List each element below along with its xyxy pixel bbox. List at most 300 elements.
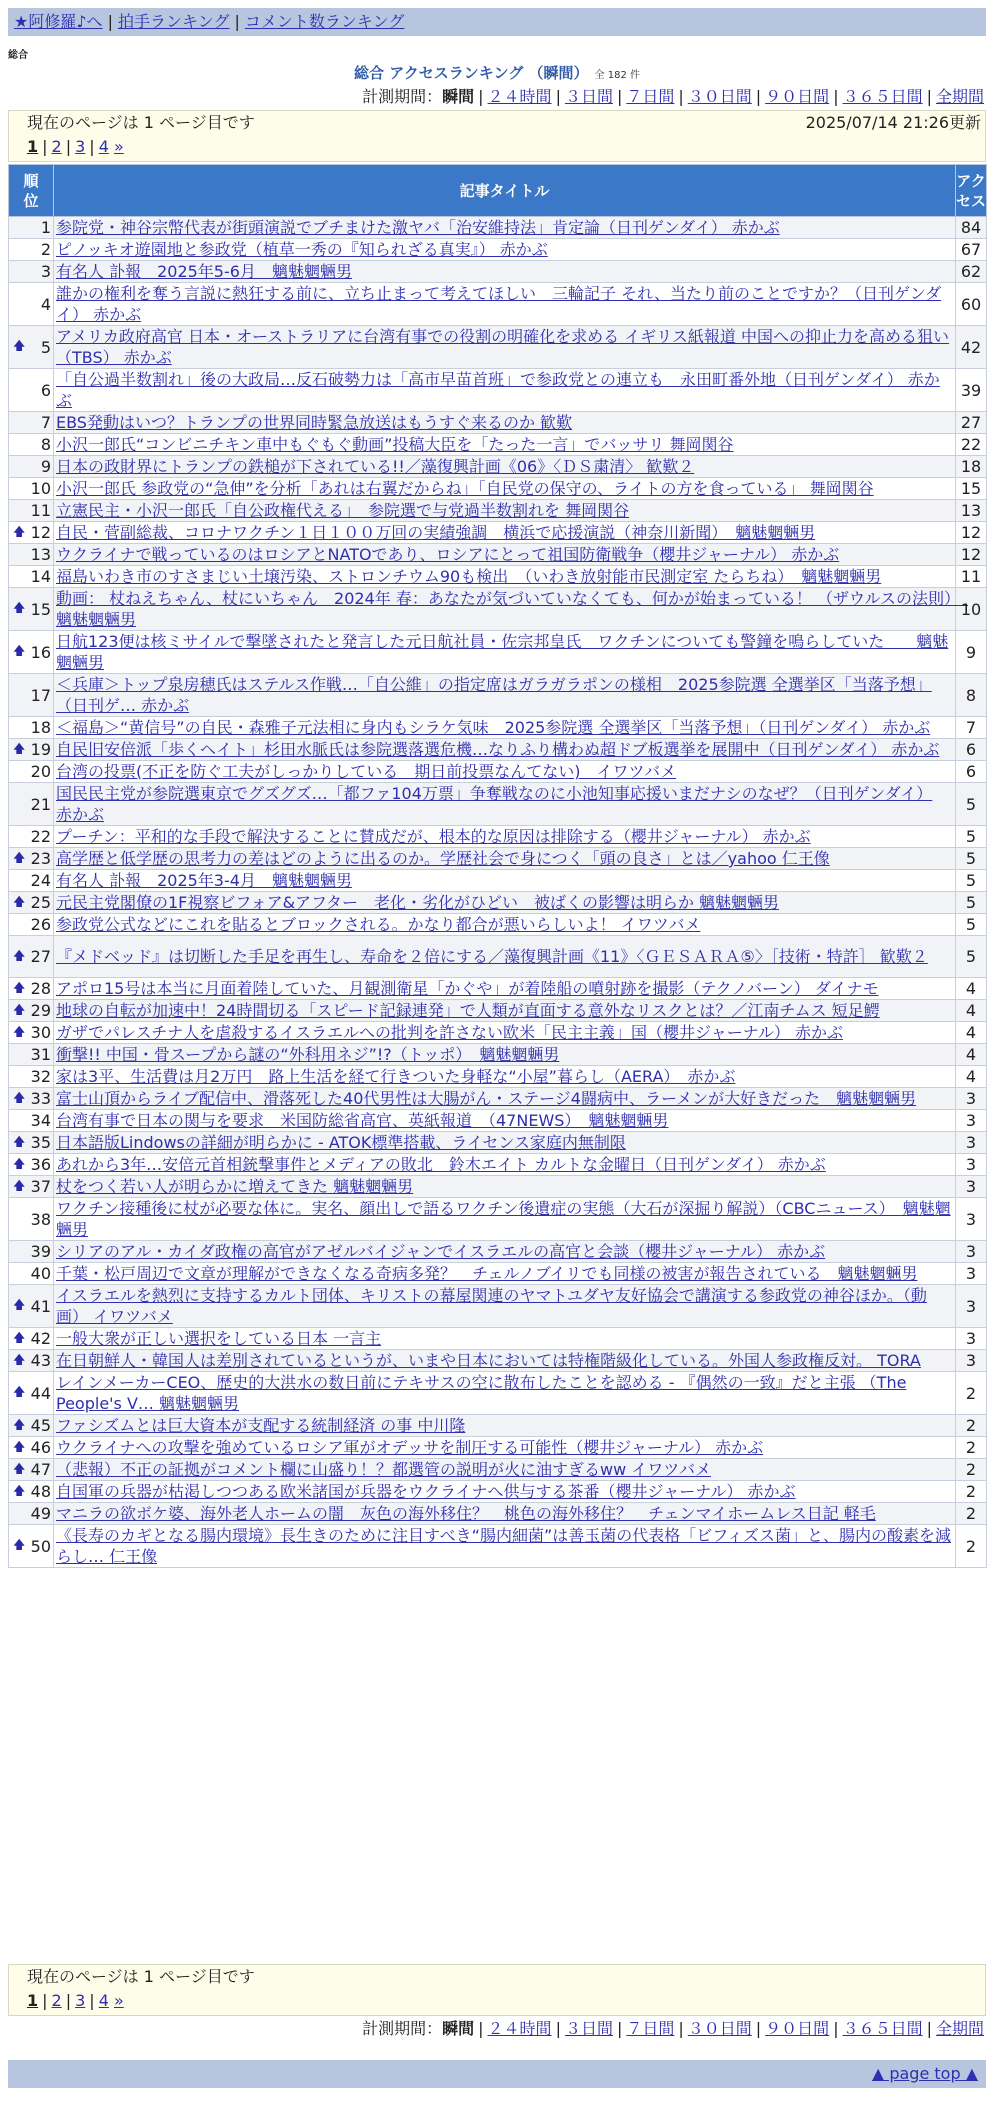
table-row (9, 283, 987, 326)
next-page-link[interactable]: » (113, 137, 124, 156)
ranking-title: 総合 アクセスランキング （瞬間） (354, 64, 589, 82)
period-separator: | (616, 87, 623, 106)
rank-number: 27 (30, 947, 51, 966)
rank-number: 46 (30, 1438, 51, 1457)
table-row (9, 261, 987, 283)
table-row (9, 1285, 987, 1328)
access-header: アクセス (956, 165, 987, 217)
table-row (9, 1328, 987, 1350)
rank-cell (9, 1350, 54, 1372)
access-count: 2 (956, 1437, 987, 1459)
title-cell (54, 1154, 956, 1176)
page-link-4[interactable]: 4 (98, 137, 109, 156)
title-cell (54, 456, 956, 478)
article-link[interactable]: （悲報）不正の証拠がコメント欄に山盛り！？都選管の説明が火に油すぎるww イワツバメ (56, 1460, 711, 1479)
access-count: 67 (956, 239, 987, 261)
table-row (9, 1088, 987, 1110)
period-label-bottom: 計測期間： (362, 2019, 443, 2038)
title-cell (54, 1022, 956, 1044)
article-link[interactable]: 日航123便は核ミサイルで撃墜されたと発言した元日航社員・佐宗邦皇氏 ワクチンについても警鐘を鳴らしていた 魑魅魍魎男 (56, 632, 949, 672)
top-navigation-bar (8, 8, 986, 36)
title-cell (54, 870, 956, 892)
period-link-7[interactable]: 全期間 (935, 87, 984, 106)
rank-cell (9, 1503, 54, 1525)
rank-cell (9, 1066, 54, 1088)
article-link[interactable]: イスラエルを熱烈に支持するカルト団体、キリストの幕屋関連のヤマトユダヤ友好協会で講演する参政党の神谷ほか。（動画） イワツバメ (56, 1286, 927, 1326)
ranking-table (8, 164, 987, 1568)
rank-cell (9, 892, 54, 914)
access-count: 3 (956, 1263, 987, 1285)
article-link[interactable]: アポロ15号は本当に月面着陸していた、月観測衛星「かぐや」が着陸船の噴射跡を撮影（テクノバーン） ダイナモ (56, 979, 879, 998)
access-count: 2 (956, 1415, 987, 1437)
rank-cell (9, 283, 54, 326)
table-row (9, 761, 987, 783)
table-row (9, 456, 987, 478)
up-arrow-icon: 🡅 (13, 894, 26, 908)
article-link[interactable]: 家は3平、生活費は月2万円 路上生活を経て行きついた身軽な“小屋”暮らし（AERA） 赤かぶ (56, 1067, 736, 1086)
article-link[interactable]: 衝撃!! 中国・骨スープから謎の“外科用ネジ”!?（トッポ） 魑魅魍魎男 (56, 1045, 560, 1064)
table-row (9, 326, 987, 369)
title-cell (54, 1503, 956, 1525)
access-count: 8 (956, 674, 987, 717)
title-cell (54, 717, 956, 739)
article-link[interactable]: 参政党公式などにこれを貼るとブロックされる。かなり都合が悪いらしいよ！ イワツバメ (56, 915, 701, 934)
rank-number: 50 (30, 1536, 51, 1556)
rank-cell (9, 412, 54, 434)
up-arrow-icon: 🡅 (13, 338, 26, 353)
article-link[interactable]: 高学歴と低学歴の思考力の差はどのように出るのか。学歴社会で身につく「頭の良さ」とは／yahoo 仁王像 (56, 849, 830, 868)
rank-cell (9, 1459, 54, 1481)
title-cell (54, 1415, 956, 1437)
article-link[interactable]: ピノッキオ遊園地と参政党（植草一秀の『知られざる真実』） 赤かぶ (56, 240, 548, 259)
table-row (9, 1066, 987, 1088)
article-link[interactable]: 台湾有事で日本の関与を要求 米国防総省高官、英紙報道 （47NEWS） 魑魅魍魎男 (56, 1111, 669, 1130)
ranking-table-container (8, 164, 986, 1568)
table-row (9, 936, 987, 978)
title-cell (54, 1481, 956, 1503)
current-page-text-bottom: 現在のページは 1 ページ目です (27, 1967, 255, 1986)
article-link[interactable]: ＜福島＞“黄信号”の自民・森雅子元法相に身内もシラケ気味 2025参院選 全選挙区「当落予想」（日刊ゲンダイ） 赤かぶ (56, 718, 931, 737)
up-arrow-icon: 🡅 (13, 980, 26, 994)
period-separator: | (833, 2019, 839, 2038)
article-link[interactable]: 日本の政財界にトランプの鉄槌が下されている!!／藻復興計画《06》〈ＤＳ粛清〉 歓歎２ (56, 457, 695, 476)
period-link-1[interactable]: ２４時間 (487, 87, 552, 106)
table-row (9, 717, 987, 739)
period-link-1[interactable]: ２４時間 (487, 2019, 552, 2038)
table-row (9, 1044, 987, 1066)
period-link-5[interactable]: ９０日間 (765, 2019, 830, 2038)
period-link-2[interactable]: ３日間 (564, 87, 613, 106)
article-link[interactable]: 有名人 訃報 2025年5-6月 魑魅魍魎男 (56, 262, 352, 281)
rank-cell (9, 588, 54, 631)
title-cell (54, 826, 956, 848)
rank-number: 17 (30, 685, 51, 705)
table-row (9, 217, 987, 239)
title-cell (54, 848, 956, 870)
article-link[interactable]: 立憲民主・小沢一郎氏「自公政権代える」 参院選で与党過半数割れを 舞岡関谷 (56, 501, 630, 520)
up-arrow-icon: 🡅 (13, 850, 26, 864)
comment-ranking-link[interactable]: コメント数ランキング (244, 12, 405, 31)
rank-number: 6 (40, 380, 51, 400)
article-link[interactable]: 「自公過半数割れ」後の大政局…反石破勢力は「高市早苗首班」で参政党との連立も 永田町番外地（日刊ゲンダイ） 赤かぶ (56, 370, 940, 410)
article-link[interactable]: 一般大衆が正しい選択をしている日本 一言主 (56, 1329, 382, 1348)
access-count: 39 (956, 369, 987, 412)
rank-cell (9, 631, 54, 674)
article-link[interactable]: 動画： 杖ねえちゃん、杖にいちゃん 2024年 春：あなたが気づいていなくても、何かが始まっている！ （ザウルスの法則） 魑魅魍魎男 (56, 589, 968, 629)
title-cell (54, 1066, 956, 1088)
up-arrow-icon: 🡅 (13, 524, 26, 538)
table-row (9, 1263, 987, 1285)
article-link[interactable]: ワクチン接種後に杖が必要な体に。実名、顔出しで語るワクチン後遺症の実態（大石が深掘り解説）（CBCニュース） 魑魅魍魎男 (56, 1199, 951, 1239)
access-count: 10 (956, 588, 987, 631)
rank-cell (9, 826, 54, 848)
table-row (9, 1000, 987, 1022)
article-link[interactable]: ウクライナへの攻撃を強めているロシア軍がオデッサを制圧する可能性（櫻井ジャーナル） 赤かぶ (56, 1438, 764, 1457)
clap-ranking-link[interactable]: 拍手ランキング (117, 12, 230, 31)
total-count: 全 182 件 (594, 70, 640, 81)
access-count: 5 (956, 826, 987, 848)
access-count: 3 (956, 1198, 987, 1241)
title-cell (54, 1285, 956, 1328)
rank-cell (9, 1022, 54, 1044)
table-row (9, 239, 987, 261)
period-link-2[interactable]: ３日間 (564, 2019, 613, 2038)
access-count: 3 (956, 1088, 987, 1110)
article-link[interactable]: アメリカ政府高官 日本・オーストラリアに台湾有事での役割の明確化を求める イギリス紙報道 中国への抑止力を高める狙い（TBS） 赤かぶ (56, 327, 950, 367)
period-separator: | (926, 2019, 932, 2038)
period-selector-bottom (8, 2018, 986, 2040)
title-cell (54, 978, 956, 1000)
access-count: 5 (956, 914, 987, 936)
title-cell (54, 914, 956, 936)
nav-separator: | (107, 12, 113, 31)
rank-cell (9, 1328, 54, 1350)
table-row (9, 783, 987, 826)
period-link-7[interactable]: 全期間 (935, 2019, 984, 2038)
article-link[interactable]: 杖をつく若い人が明らかに増えてきた 魑魅魍魎男 (56, 1177, 414, 1196)
article-link[interactable]: ウクライナで戦っているのはロシアとNATOであり、ロシアにとって祖国防衛戦争（櫻井ジャーナル） 赤かぶ (56, 545, 840, 564)
access-count: 2 (956, 1372, 987, 1415)
title-cell (54, 588, 968, 631)
rank-cell (9, 1241, 54, 1263)
rank-number: 37 (30, 1177, 51, 1196)
title-cell (54, 783, 956, 826)
rank-cell (9, 1044, 54, 1066)
table-row (9, 631, 987, 674)
title-cell (54, 1132, 956, 1154)
article-link[interactable]: 《長寿のカギとなる腸内環境》長生きのために注目すべき“腸内細菌”は善玉菌の代表格「ビフィズス菌」と、腸内の酸素を減らし… 仁王像 (56, 1526, 951, 1566)
access-count: 5 (956, 848, 987, 870)
rank-number: 48 (30, 1482, 51, 1501)
article-link[interactable]: 地球の自転が加速中！24時間切る「スピード記録連発」で人類が直面する意外なリスクとは？／江南チムス 短足鰐 (56, 1001, 880, 1020)
article-link[interactable]: EBS発動はいつ？トランプの世界同時緊急放送はもうすぐ来るのか 歓歎 (56, 413, 573, 432)
period-separator: | (833, 87, 839, 106)
access-count: 84 (956, 217, 987, 239)
access-count: 3 (956, 1285, 987, 1328)
article-link[interactable]: 『メドベッド』は切断した手足を再生し、寿命を２倍にする／藻復興計画《11》〈ＧＥＳＡＲＡ⑤〉［技術・特許］ 歓歎２ (56, 947, 928, 966)
table-row (9, 1022, 987, 1044)
access-count: 6 (956, 761, 987, 783)
table-row (9, 892, 987, 914)
rank-number: 26 (30, 915, 51, 934)
up-arrow-icon: 🡅 (13, 1090, 26, 1104)
title-cell (54, 369, 956, 412)
rank-cell (9, 1154, 54, 1176)
up-arrow-icon: 🡅 (13, 1439, 26, 1453)
page-link-3[interactable]: 3 (75, 137, 86, 156)
title-cell (54, 1044, 956, 1066)
article-link[interactable]: 小沢一郎氏“コンビニチキン車中もぐもぐ動画”投稿大臣を「たった一言」でバッサリ 舞岡関谷 (56, 435, 734, 454)
table-row (9, 826, 987, 848)
page-separator: | (42, 1991, 48, 2010)
period-link-6[interactable]: ３６５日間 (842, 87, 923, 106)
rank-cell (9, 522, 54, 544)
rank-number: 20 (30, 762, 51, 781)
article-link[interactable]: 国民民主党が参院選東京でグズグズ…「都ファ104万票」争奪戦なのに小池知事応援いまだナシのなぜ？（日刊ゲンダイ） 赤かぶ (56, 784, 933, 824)
period-link-6[interactable]: ３６５日間 (842, 2019, 923, 2038)
access-count: 6 (956, 739, 987, 761)
rank-cell (9, 739, 54, 761)
rank-number: 41 (30, 1296, 51, 1316)
page-separator: | (89, 1991, 95, 2010)
table-row (9, 1459, 987, 1481)
access-count: 9 (956, 631, 987, 674)
rank-number: 19 (30, 740, 51, 759)
page-link-2[interactable]: 2 (51, 137, 62, 156)
title-cell (54, 1000, 956, 1022)
pager-bottom (27, 1989, 981, 2013)
page-separator: | (65, 1991, 72, 2010)
rank-cell (9, 1000, 54, 1022)
access-count: 7 (956, 717, 987, 739)
access-count: 12 (956, 522, 987, 544)
article-link[interactable]: 自民旧安倍派「歩くヘイト」杉田水脈氏は参院選落選危機…なりふり構わぬ超ドブ板選挙を展開中（日刊ゲンダイ） 赤かぶ (56, 740, 940, 759)
table-row (9, 412, 987, 434)
rank-cell (9, 1176, 54, 1198)
rank-cell (9, 1372, 54, 1415)
rank-cell (9, 478, 54, 500)
ranking-heading (8, 62, 986, 83)
article-link[interactable]: 自民・菅副総裁、コロナワクチン１日１００万回の実績強調 横浜で応援演説（神奈川新聞） 魑魅魍魎男 (56, 523, 816, 542)
table-row (9, 478, 987, 500)
rank-number: 22 (30, 827, 51, 846)
article-link[interactable]: 富士山頂からライブ配信中、滑落死した40代男性は大腸がん・ステージ4闘病中、ラーメンが大好きだった 魑魅魍魎男 (56, 1089, 917, 1108)
rank-number: 35 (30, 1133, 51, 1152)
table-row (9, 848, 987, 870)
rank-cell (9, 1415, 54, 1437)
article-link[interactable]: 千葉・松戸周辺で文章が理解ができなくなる奇病多発？ チェルノブイリでも同様の被害が報告されている 魑魅魍魎男 (56, 1264, 918, 1283)
rank-cell (9, 1263, 54, 1285)
access-count: 4 (956, 1000, 987, 1022)
rank-number: 4 (40, 294, 51, 314)
article-link[interactable]: 有名人 訃報 2025年3-4月 魑魅魍魎男 (56, 871, 352, 890)
rank-number: 21 (30, 794, 51, 814)
page-link-3[interactable]: 3 (75, 1991, 86, 2010)
rank-number: 36 (30, 1155, 51, 1174)
title-cell (54, 326, 956, 369)
up-arrow-icon: 🡅 (13, 1537, 26, 1552)
article-link[interactable]: レインメーカーCEO、歴史的大洪水の数日前にテキサスの空に散布したことを認める - 『偶然の一致』だと主張 （The People's V… 魑魅魍魎男 (56, 1373, 907, 1413)
title-cell (54, 261, 956, 283)
rank-number: 3 (40, 262, 51, 281)
rank-number: 7 (40, 413, 51, 432)
article-link[interactable]: あれから3年…安倍元首相銃撃事件とメディアの敗北 鈴木エイト カルトな金曜日（日刊ゲンダイ） 赤かぶ (56, 1155, 826, 1174)
up-arrow-icon: 🡅 (13, 1352, 26, 1366)
rank-number: 44 (30, 1383, 51, 1403)
table-row (9, 978, 987, 1000)
title-cell (54, 892, 956, 914)
rank-number: 15 (30, 599, 51, 619)
access-count: 11 (956, 566, 987, 588)
access-count: 3 (956, 1176, 987, 1198)
period-link-4[interactable]: ３０日間 (687, 2019, 752, 2038)
title-cell (54, 500, 956, 522)
page-link-4[interactable]: 4 (98, 1991, 109, 2010)
access-count: 27 (956, 412, 987, 434)
title-cell (54, 217, 956, 239)
period-current: 瞬間 (442, 2019, 475, 2038)
table-row (9, 1437, 987, 1459)
title-cell (54, 1263, 956, 1285)
article-link[interactable]: 元民主党閣僚の1F視察ビフォア&アフター 老化・劣化がひどい 被ばくの影響は明らか 魑魅魍魎男 (56, 893, 780, 912)
title-cell (54, 239, 956, 261)
access-count: 2 (956, 1503, 987, 1525)
period-link-3[interactable]: ７日間 (626, 87, 675, 106)
rank-number: 47 (30, 1460, 51, 1479)
up-arrow-icon: 🡅 (13, 1330, 26, 1344)
access-count: 4 (956, 1066, 987, 1088)
page-separator: | (42, 137, 48, 156)
rank-cell (9, 217, 54, 239)
access-count: 3 (956, 1350, 987, 1372)
article-link[interactable]: 自国軍の兵器が枯渇しつつある欧米諸国が兵器をウクライナへ供与する茶番（櫻井ジャーナル） 赤かぶ (56, 1482, 796, 1501)
title-cell (54, 1328, 956, 1350)
access-count: 13 (956, 500, 987, 522)
title-cell (54, 412, 956, 434)
article-link[interactable]: 日本語版Lindowsの詳細が明らかに - ATOK標準搭載、ライセンス家庭内無制限 (56, 1133, 626, 1152)
title-cell (54, 544, 956, 566)
table-row (9, 1481, 987, 1503)
article-link[interactable]: ファシズムとは巨大資本が支配する統制経済 の事 中川隆 (56, 1416, 466, 1435)
article-link[interactable]: ガザでパレスチナ人を虐殺するイスラエルへの批判を許さない欧米「民主主義」国（櫻井ジャーナル） 赤かぶ (56, 1023, 844, 1042)
article-link[interactable]: 小沢一郎氏 参政党の“急伸”を分析「あれは右翼だからね」「自民党の保守の、ライトの方を食っている」 舞岡関谷 (56, 479, 874, 498)
up-arrow-icon: 🡅 (13, 600, 26, 615)
rank-cell (9, 761, 54, 783)
rank-number: 11 (30, 501, 51, 520)
title-cell (54, 1176, 956, 1198)
rank-cell (9, 848, 54, 870)
rank-cell (9, 1132, 54, 1154)
page-link-2[interactable]: 2 (51, 1991, 62, 2010)
rank-number: 14 (30, 567, 51, 586)
rank-number: 1 (40, 218, 51, 237)
rank-number: 16 (30, 642, 51, 662)
page-separator: | (89, 137, 95, 156)
up-arrow-icon: 🡅 (13, 1384, 26, 1399)
rank-number: 12 (30, 523, 51, 542)
period-link-5[interactable]: ９０日間 (765, 87, 830, 106)
rank-cell (9, 456, 54, 478)
title-cell (54, 1241, 956, 1263)
table-row (9, 914, 987, 936)
rank-cell (9, 1110, 54, 1132)
period-separator: | (555, 2019, 561, 2038)
rank-cell (9, 717, 54, 739)
next-page-link[interactable]: » (113, 1991, 124, 2010)
updated-timestamp: 2025/07/14 21:26更新 (805, 113, 981, 132)
table-row (9, 500, 987, 522)
rank-number: 2 (40, 240, 51, 259)
article-link[interactable]: 誰かの権利を奪う言説に熱狂する前に、立ち止まって考えてほしい 三輪記子 それ、当たり前のことですか？（日刊ゲンダイ） 赤かぶ (56, 284, 942, 324)
rank-cell (9, 369, 54, 412)
table-row (9, 1176, 987, 1198)
title-cell (54, 1198, 956, 1241)
access-count: 3 (956, 1241, 987, 1263)
period-link-4[interactable]: ３０日間 (687, 87, 752, 106)
rank-number: 24 (30, 871, 51, 890)
article-link[interactable]: マニラの欲ボケ婆、海外老人ホームの闇 灰色の海外移住？ 桃色の海外移住？ チェンマイホームレス日記 軽毛 (56, 1504, 876, 1523)
title-cell (54, 631, 956, 674)
title-cell (54, 1350, 956, 1372)
rank-number: 40 (30, 1264, 51, 1283)
table-row (9, 544, 987, 566)
rank-cell (9, 978, 54, 1000)
article-link[interactable]: ＜兵庫＞トップ泉房穂氏はステルス作戦…「自公維」の指定席はガラガラポンの様相 2025参院選 全選挙区「当落予想」（日刊ゲ… 赤かぶ (56, 675, 932, 715)
table-row (9, 434, 987, 456)
home-link[interactable]: ★阿修羅♪へ (14, 12, 103, 31)
access-count: 3 (956, 1110, 987, 1132)
table-row (9, 674, 987, 717)
rank-number: 30 (30, 1023, 51, 1042)
rank-cell (9, 261, 54, 283)
title-header: 記事タイトル (54, 165, 956, 217)
rank-header: 順位 (9, 165, 54, 217)
rank-cell (9, 239, 54, 261)
up-arrow-icon: 🡅 (13, 948, 26, 962)
period-link-3[interactable]: ７日間 (626, 2019, 675, 2038)
article-link[interactable]: 参院党・神谷宗幣代表が街頭演説でブチまけた激ヤバ「治安維持法」肯定論（日刊ゲンダイ） 赤かぶ (56, 218, 780, 237)
period-separator: | (478, 2019, 484, 2038)
rank-number: 45 (30, 1416, 51, 1435)
period-separator: | (926, 87, 932, 106)
title-cell (54, 566, 956, 588)
rank-number: 34 (30, 1111, 51, 1130)
article-link[interactable]: 福島いわき市のすさまじい土壌汚染、ストロンチウム90も検出 （いわき放射能市民測定室 たらちね） 魑魅魍魎男 (56, 567, 882, 586)
article-link[interactable]: プーチン：平和的な手段で解決することに賛成だが、根本的な原因は排除する（櫻井ジャーナル） 赤かぶ (56, 827, 811, 846)
access-count: 3 (956, 1154, 987, 1176)
table-row (9, 1198, 987, 1241)
article-link[interactable]: シリアのアル・カイダ政権の高官がアゼルバイジャンでイスラエルの高官と会談（櫻井ジャーナル） 赤かぶ (56, 1242, 826, 1261)
up-arrow-icon: 🡅 (13, 1417, 26, 1431)
rank-cell (9, 1285, 54, 1328)
period-separator: | (678, 87, 684, 106)
page-top-link[interactable]: ▲ page top ▲ (871, 2064, 978, 2083)
access-count: 18 (956, 456, 987, 478)
access-count: 5 (956, 892, 987, 914)
article-link[interactable]: 台湾の投票(不正を防ぐ工夫がしっかりしている 期日前投票なんてない) イワツバメ (56, 762, 677, 781)
period-separator: | (478, 87, 484, 106)
access-count: 2 (956, 1459, 987, 1481)
rank-cell (9, 783, 54, 826)
rank-number: 29 (30, 1001, 51, 1020)
rank-number: 18 (30, 718, 51, 737)
title-cell (54, 674, 956, 717)
access-count: 4 (956, 1022, 987, 1044)
rank-cell (9, 870, 54, 892)
table-row (9, 566, 987, 588)
article-link[interactable]: 在日朝鮮人・韓国人は差別されているというが、いまや日本においては特権階級化している。外国人参政権反対。 TORA (56, 1351, 921, 1370)
table-row (9, 588, 987, 631)
